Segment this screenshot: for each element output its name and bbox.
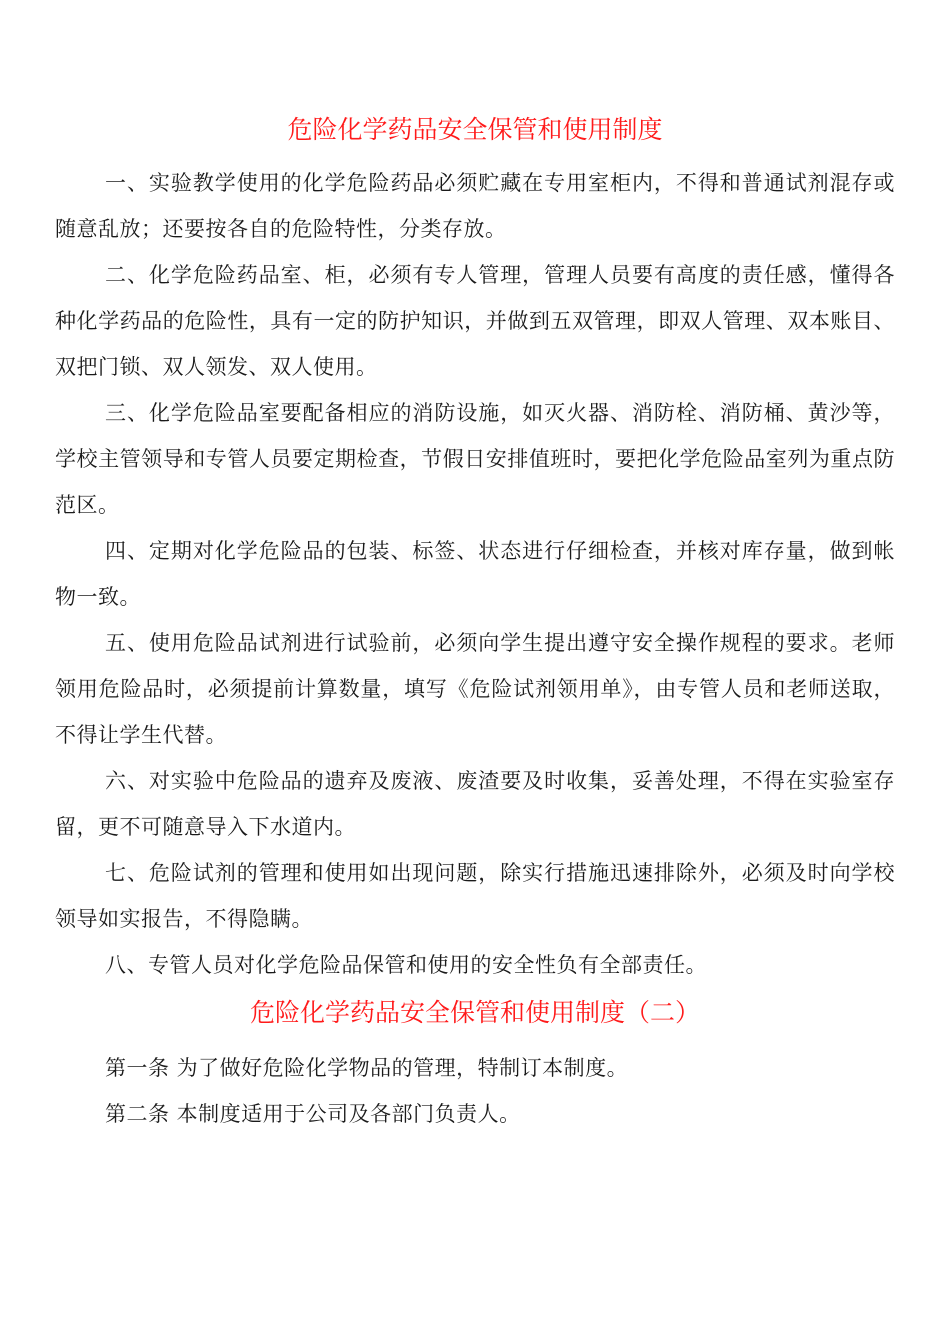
article-1: 第一条 为了做好危险化学物品的管理，特制订本制度。 <box>105 1056 629 1080</box>
paragraph-6: 六、对实验中危险品的遗弃及废液、废渣要及时收集，妥善处理，不得在实验室存留，更不可随意导入下水道内。 <box>55 769 895 839</box>
article-2: 第二条 本制度适用于公司及各部门负责人。 <box>105 1102 521 1126</box>
paragraph-3: 三、化学危险品室要配备相应的消防设施，如灭火器、消防栓、消防桶、黄沙等，学校主管领导和专管人员要定期检查，节假日安排值班时，要把化学危险品室列为重点防范区。 <box>55 401 895 517</box>
paragraph-5: 五、使用危险品试剂进行试验前，必须向学生提出遵守安全操作规程的要求。老师领用危险品时，必须提前计算数量，填写《危险试剂领用单》，由专管人员和老师送取，不得让学生代替。 <box>55 631 895 747</box>
document-title: 危险化学药品安全保管和使用制度 <box>287 115 663 144</box>
paragraph-2: 二、化学危险药品室、柜，必须有专人管理，管理人员要有高度的责任感，懂得各种化学药品的危险性，具有一定的防护知识，并做到五双管理，即双人管理、双本账目、双把门锁、双人领发、双人使用。 <box>55 263 895 379</box>
document-title-2: 危险化学药品安全保管和使用制度（二） <box>249 998 700 1027</box>
paragraph-4: 四、定期对化学危险品的包装、标签、状态进行仔细检查，并核对库存量，做到帐物一致。 <box>55 539 895 609</box>
paragraph-7: 七、危险试剂的管理和使用如出现问题，除实行措施迅速排除外，必须及时向学校领导如实报告，不得隐瞒。 <box>55 861 895 931</box>
paragraph-8: 八、专管人员对化学危险品保管和使用的安全性负有全部责任。 <box>105 953 707 977</box>
paragraph-1: 一、实验教学使用的化学危险药品必须贮藏在专用室柜内，不得和普通试剂混存或随意乱放；还要按各自的危险特性，分类存放。 <box>55 171 895 241</box>
